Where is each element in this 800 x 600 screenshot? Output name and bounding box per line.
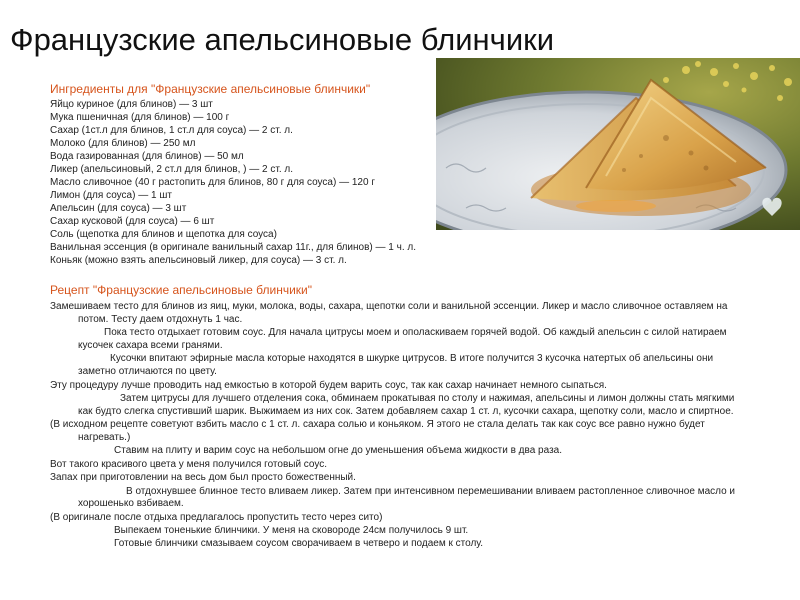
ingredient-item: Соль (щепотка для блинов и щепотка для соуса) xyxy=(50,229,277,240)
recipe-step: Затем цитрусы для лучшего отделения сока, обминаем прокатывая по столу и нажимая, апельсины и лимон должны стать мягкими как будто слегка спустивший шарик. Выжимаем из них сок. Затем добавляем сахар 1 ст. л, кусочки сахара, щепотку соли, масло и спиртное. xyxy=(78,392,735,417)
recipe-step: Запах при приготовлении на весь дом был просто божественный. xyxy=(50,472,356,484)
recipe-step: Эту процедуру лучше проводить над емкостью в которой будем варить соус, так как сахар начинает немного сыпаться. xyxy=(50,379,607,391)
recipe-step: Готовые блинчики смазываем соусом сворачиваем в четверо и подаем к столу. xyxy=(114,538,484,550)
ingredient-item: Лимон (для соуса) — 1 шт xyxy=(50,190,172,201)
ingredient-item: Апельсин (для соуса) — 3 шт xyxy=(50,203,187,214)
page-title: Французские апельсиновые блинчики xyxy=(10,22,555,57)
recipe-step: (В исходном рецепте советуют взбить масло с 1 ст. л. сахара солью и коньяком. Я этого не стала делать так как соус все равно нужно будет нагревать.) xyxy=(50,419,705,443)
recipe-step: Ставим на плиту и варим соус на небольшом огне до уменьшения объема жидкости в два раза. xyxy=(114,445,562,457)
recipe-step: В отдохнувшее блинное тесто вливаем ликер. Затем при интенсивном перемешивании вливаем растопленное сливочное масло и хорошенько взбиваем. xyxy=(78,485,736,510)
recipe-steps xyxy=(50,301,750,552)
recipe-step: Вот такого красивого цвета у меня получился готовый соус. xyxy=(50,458,328,470)
ingredient-item: Вода газированная (для блинов) — 50 мл xyxy=(50,151,244,162)
ingredient-item: Ванильная эссенция (в оригинале ванильный сахар 11г., для блинов) — 1 ч. л. xyxy=(50,242,417,253)
recipe-step: Кусочки впитают эфирные масла которые находятся в шкурке цитрусов. В итоге получится 3 кусочка натертых об апельсины они заметно отличаются по цвету. xyxy=(78,353,714,378)
recipe-step: Пока тесто отдыхает готовим соус. Для начала цитрусы моем и ополаскиваем горячей водой. Об каждый апельсин с силой натираем кусочек сахара всеми гранями. xyxy=(78,327,727,351)
recipe-step: Выпекаем тоненькие блинчики. У меня на сковороде 24см получилось 9 шт. xyxy=(114,525,469,537)
ingredient-item: Ликер (апельсиновый, 2 ст.л для блинов, ) — 2 ст. л. xyxy=(50,164,294,175)
ingredient-item: Сахар (1ст.л для блинов, 1 ст.л для соуса) — 2 ст. л. xyxy=(50,125,293,136)
recipe-step: (В оригинале после отдыха предлагалось пропустить тесто через сито) xyxy=(50,511,383,523)
ingredient-item: Коньяк (можно взять апельсиновый ликер, для соуса) — 3 ст. л. xyxy=(50,255,347,266)
ingredients-heading: Ингредиенты для "Французские апельсиновые блинчики" xyxy=(50,82,371,96)
ingredient-item: Масло сливочное (40 г растопить для блинов, 80 г для соуса) — 120 г xyxy=(50,177,375,188)
recipe-heading: Рецепт "Французские апельсиновые блинчики" xyxy=(50,283,312,297)
ingredient-item: Молоко (для блинов) — 250 мл xyxy=(50,138,196,149)
ingredients-list xyxy=(50,98,510,267)
recipe-step: Замешиваем тесто для блинов из яиц, муки, молока, воды, сахара, щепотки соли и ванильной эссенции. Ликер и масло сливочное оставляем на потом. Тесту даем отдохнуть 1 час. xyxy=(50,301,728,325)
ingredient-item: Сахар кусковой (для соуса) — 6 шт xyxy=(50,216,215,227)
ingredient-item: Мука пшеничная (для блинов) — 100 г xyxy=(50,112,230,123)
ingredient-item: Яйцо куриное (для блинов) — 3 шт xyxy=(50,99,213,110)
